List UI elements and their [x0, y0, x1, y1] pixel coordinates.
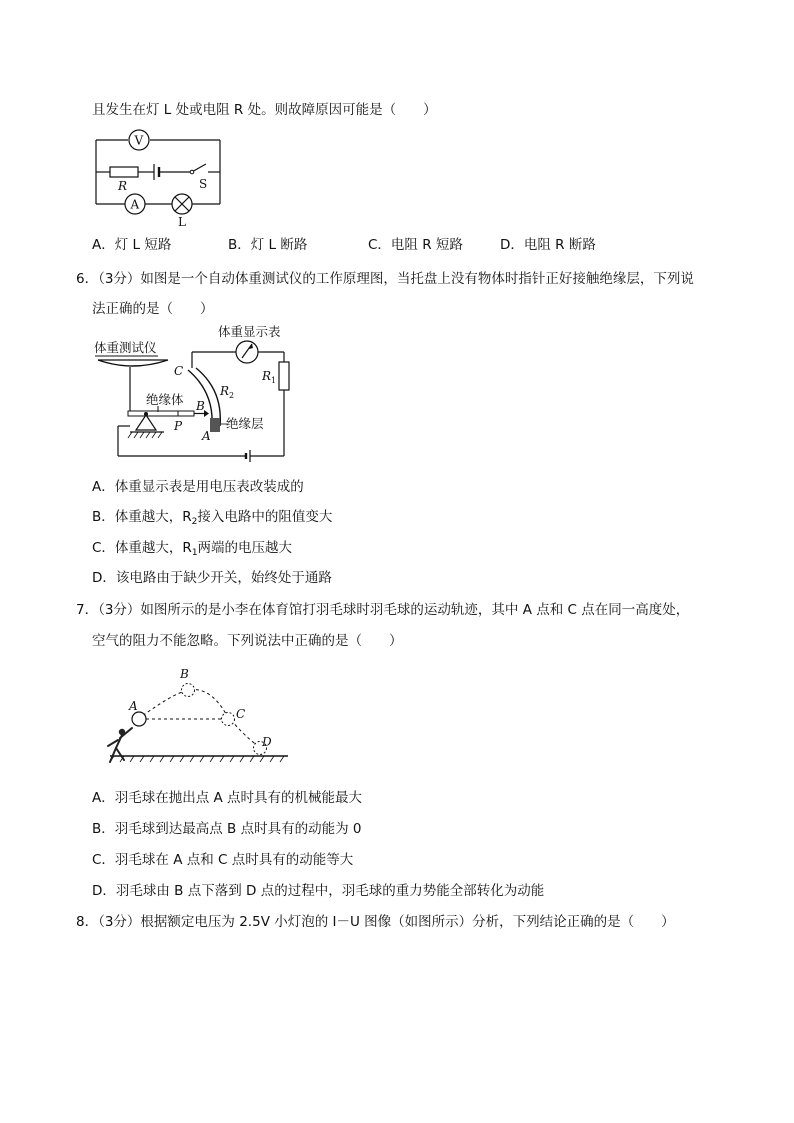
ball-c-icon — [222, 713, 235, 726]
q7-badminton-trajectory-diagram — [92, 664, 292, 774]
resistor-r2-label: $R_2$ — [220, 384, 235, 400]
point-a-label: A — [202, 429, 211, 443]
resistor-r1-icon — [279, 362, 289, 390]
weight-display-label: 体重显示表 — [218, 324, 281, 339]
q6-stem-line2: 法正确的是（ ） — [92, 301, 214, 317]
switch-s-label: S — [199, 177, 208, 191]
q5-option-a[interactable]: A．灯 L 短路 — [92, 237, 172, 253]
q6-option-a[interactable]: A．体重显示表是用电压表改装成的 — [92, 479, 304, 495]
point-a-label: A — [129, 699, 138, 713]
insulating-layer-icon — [210, 418, 220, 432]
insulator-block-icon — [178, 411, 194, 416]
ammeter-label: A — [130, 197, 140, 212]
q6-option-b[interactable]: B．体重越大，$R_2$接入电路中的阻值变大 — [92, 509, 333, 527]
player-icon — [108, 728, 132, 762]
q5-stem-end: 且发生在灯 L 处或电阻 R 处。则故障原因可能是（ ） — [92, 102, 437, 118]
insulating-layer-label: 绝缘层 — [226, 416, 264, 431]
q5-option-b[interactable]: B．灯 L 断路 — [228, 237, 308, 253]
q7-stem-line2: 空气的阻力不能忽略。下列说法中正确的是（ ） — [92, 633, 403, 649]
q7-option-c[interactable]: C．羽毛球在 A 点和 C 点时具有的动能等大 — [92, 852, 354, 868]
lever-icon — [128, 411, 178, 416]
point-b-label: B — [196, 399, 205, 413]
q7-stem-line1: 7．（3分）如图所示的是小李在体育馆打羽毛球时羽毛球的运动轨迹，其中 A 点和 C 点在同一高度处， — [76, 602, 690, 618]
q6-stem-line1: 6．（3分）如图是一个自动体重测试仪的工作原理图，当托盘上没有物体时指针正好接触绝缘层，下列说 — [76, 271, 694, 287]
q8-stem: 8．（3分）根据额定电压为 2.5V 小灯泡的 I－U 图像（如图所示）分析，下列结论正确的是（ ） — [76, 914, 675, 930]
resistor-r1-label: $R_1$ — [262, 369, 277, 385]
voltmeter-label: V — [134, 133, 144, 148]
q7-option-d[interactable]: D．羽毛球由 B 点下落到 D 点的过程中，羽毛球的重力势能全部转化为动能 — [92, 883, 545, 899]
pivot-icon — [136, 415, 156, 430]
q6-option-c[interactable]: C．体重越大，$R_1$两端的电压越大 — [92, 540, 293, 558]
tray-icon — [98, 360, 168, 366]
point-d-label: D — [262, 735, 272, 749]
point-p-label: P — [174, 419, 183, 433]
lamp-l-label: L — [178, 215, 186, 229]
point-b-label: B — [180, 667, 189, 681]
ball-a-icon — [132, 712, 146, 726]
ball-b-icon — [182, 684, 195, 697]
q7-option-b[interactable]: B．羽毛球到达最高点 B 点时具有的动能为 0 — [92, 821, 362, 837]
q5-option-c[interactable]: C．电阻 R 短路 — [368, 237, 463, 253]
switch-s-icon — [194, 164, 207, 171]
point-c-label: C — [236, 707, 246, 721]
q7-option-a[interactable]: A．羽毛球在抛出点 A 点时具有的机械能最大 — [92, 790, 363, 806]
q6-option-d[interactable]: D．该电路由于缺少开关，始终处于通路 — [92, 570, 332, 586]
q6-weight-tester-diagram — [92, 322, 312, 470]
q5-option-d[interactable]: D．电阻 R 断路 — [500, 237, 596, 253]
tester-label: 体重测试仪 — [94, 340, 157, 355]
point-c-label: C — [174, 364, 184, 378]
resistor-r-icon — [110, 167, 138, 177]
q5-circuit-diagram — [92, 126, 232, 229]
resistor-r-label: R — [118, 179, 128, 193]
insulator-label: 绝缘体 — [146, 392, 184, 407]
resistor-r2-icon — [188, 370, 212, 426]
